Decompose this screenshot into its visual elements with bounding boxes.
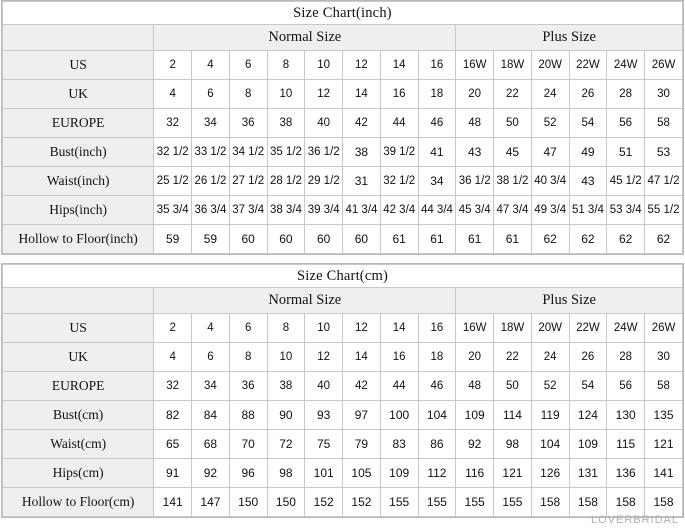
table-row [3, 167, 683, 196]
row-label-bust: Bust(inch) [3, 138, 154, 167]
row-label-waist: Waist(cm) [3, 430, 154, 459]
cell: 131 [569, 459, 607, 488]
cell: 155 [494, 488, 532, 517]
cell: 10 [305, 51, 343, 80]
cell: 104 [531, 430, 569, 459]
cell: 158 [607, 488, 645, 517]
cell: 53 [645, 138, 683, 167]
cell: 50 [494, 109, 532, 138]
cell: 79 [343, 430, 381, 459]
cell: 68 [192, 430, 230, 459]
cell: 152 [343, 488, 381, 517]
title-row [3, 2, 683, 25]
cell: 29 1/2 [305, 167, 343, 196]
cell: 47 [531, 138, 569, 167]
cell: 62 [531, 225, 569, 254]
cell: 72 [267, 430, 305, 459]
cell: 24 [531, 80, 569, 109]
group-header-normal: Normal Size [154, 25, 456, 51]
group-header-row [3, 25, 683, 51]
cell: 30 [645, 80, 683, 109]
cell: 109 [569, 430, 607, 459]
cell: 2 [154, 51, 192, 80]
cell: 36 3/4 [192, 196, 230, 225]
size-chart-cm-body [3, 265, 683, 517]
title-row [3, 265, 683, 288]
cell: 88 [229, 401, 267, 430]
cell: 147 [192, 488, 230, 517]
cell: 58 [645, 109, 683, 138]
cell: 4 [154, 343, 192, 372]
cell: 18W [494, 51, 532, 80]
group-header-plus: Plus Size [456, 25, 683, 51]
cell: 22 [494, 80, 532, 109]
cell: 6 [229, 314, 267, 343]
cell: 70 [229, 430, 267, 459]
chart-title: Size Chart(inch) [3, 2, 683, 25]
cell: 61 [380, 225, 418, 254]
cell: 155 [418, 488, 456, 517]
cell: 100 [380, 401, 418, 430]
cell: 34 1/2 [229, 138, 267, 167]
cell: 44 [380, 109, 418, 138]
row-label-hollow-to-floor: Hollow to Floor(cm) [3, 488, 154, 517]
corner-cell [3, 25, 154, 51]
cell: 141 [645, 459, 683, 488]
cell: 158 [569, 488, 607, 517]
cell: 43 [569, 167, 607, 196]
cell: 22W [569, 51, 607, 80]
cell: 121 [494, 459, 532, 488]
cell: 8 [267, 314, 305, 343]
cell: 14 [343, 343, 381, 372]
cell: 10 [267, 343, 305, 372]
cell: 65 [154, 430, 192, 459]
cell: 51 [607, 138, 645, 167]
chart-separator [0, 255, 685, 263]
cell: 84 [192, 401, 230, 430]
cell: 61 [418, 225, 456, 254]
row-label-hollow-to-floor: Hollow to Floor(inch) [3, 225, 154, 254]
row-label-europe: EUROPE [3, 109, 154, 138]
cell: 8 [229, 80, 267, 109]
cell: 51 3/4 [569, 196, 607, 225]
table-row [3, 430, 683, 459]
cell: 48 [456, 372, 494, 401]
cell: 135 [645, 401, 683, 430]
cell: 52 [531, 372, 569, 401]
cell: 34 [418, 167, 456, 196]
cell: 34 [192, 109, 230, 138]
row-label-uk: UK [3, 343, 154, 372]
cell: 18 [418, 343, 456, 372]
cell: 158 [531, 488, 569, 517]
cell: 32 1/2 [154, 138, 192, 167]
cell: 16W [456, 314, 494, 343]
cell: 16 [418, 51, 456, 80]
row-label-hips: Hips(cm) [3, 459, 154, 488]
cell: 42 3/4 [380, 196, 418, 225]
row-label-europe: EUROPE [3, 372, 154, 401]
cell: 6 [229, 51, 267, 80]
row-label-waist: Waist(inch) [3, 167, 154, 196]
cell: 86 [418, 430, 456, 459]
cell: 98 [267, 459, 305, 488]
cell: 49 3/4 [531, 196, 569, 225]
cell: 4 [192, 314, 230, 343]
cell: 150 [229, 488, 267, 517]
cell: 59 [192, 225, 230, 254]
watermark-logo: LOVERBRIDAL [590, 514, 679, 526]
cell: 62 [645, 225, 683, 254]
cell: 53 3/4 [607, 196, 645, 225]
cell: 24 [531, 343, 569, 372]
cell: 12 [305, 343, 343, 372]
cell: 121 [645, 430, 683, 459]
cell: 40 3/4 [531, 167, 569, 196]
cell: 119 [531, 401, 569, 430]
cell: 36 1/2 [456, 167, 494, 196]
cell: 26 [569, 80, 607, 109]
cell: 16 [380, 343, 418, 372]
cell: 20W [531, 51, 569, 80]
cell: 25 1/2 [154, 167, 192, 196]
cell: 38 [343, 138, 381, 167]
cell: 36 [229, 109, 267, 138]
size-chart-inch-body [3, 2, 683, 254]
cell: 96 [229, 459, 267, 488]
cell: 101 [305, 459, 343, 488]
cell: 45 1/2 [607, 167, 645, 196]
size-chart-cm-table [2, 264, 683, 517]
cell: 24W [607, 51, 645, 80]
cell: 28 [607, 80, 645, 109]
cell: 39 1/2 [380, 138, 418, 167]
cell: 6 [192, 80, 230, 109]
group-header-normal: Normal Size [154, 288, 456, 314]
table-row [3, 488, 683, 517]
cell: 18 [418, 80, 456, 109]
cell: 40 [305, 109, 343, 138]
cell: 43 [456, 138, 494, 167]
cell: 16W [456, 51, 494, 80]
cell: 47 1/2 [645, 167, 683, 196]
cell: 30 [645, 343, 683, 372]
size-chart-inch [1, 0, 684, 255]
cell: 42 [343, 372, 381, 401]
cell: 8 [267, 51, 305, 80]
cell: 150 [267, 488, 305, 517]
cell: 61 [456, 225, 494, 254]
cell: 41 [418, 138, 456, 167]
cell: 12 [343, 51, 381, 80]
cell: 92 [192, 459, 230, 488]
cell: 35 3/4 [154, 196, 192, 225]
cell: 82 [154, 401, 192, 430]
cell: 92 [456, 430, 494, 459]
cell: 109 [380, 459, 418, 488]
cell: 38 3/4 [267, 196, 305, 225]
cell: 45 [494, 138, 532, 167]
cell: 97 [343, 401, 381, 430]
cell: 16 [380, 80, 418, 109]
cell: 14 [343, 80, 381, 109]
table-row [3, 138, 683, 167]
cell: 36 [229, 372, 267, 401]
cell: 56 [607, 372, 645, 401]
cell: 16 [418, 314, 456, 343]
cell: 46 [418, 372, 456, 401]
cell: 155 [380, 488, 418, 517]
table-row [3, 80, 683, 109]
cell: 14 [380, 314, 418, 343]
cell: 47 3/4 [494, 196, 532, 225]
cell: 46 [418, 109, 456, 138]
cell: 55 1/2 [645, 196, 683, 225]
cell: 8 [229, 343, 267, 372]
cell: 50 [494, 372, 532, 401]
cell: 90 [267, 401, 305, 430]
cell: 20 [456, 80, 494, 109]
row-label-uk: UK [3, 80, 154, 109]
cell: 60 [229, 225, 267, 254]
table-row [3, 109, 683, 138]
group-header-row [3, 288, 683, 314]
cell: 104 [418, 401, 456, 430]
cell: 32 [154, 109, 192, 138]
cell: 37 3/4 [229, 196, 267, 225]
cell: 38 [267, 372, 305, 401]
cell: 34 [192, 372, 230, 401]
cell: 44 [380, 372, 418, 401]
cell: 130 [607, 401, 645, 430]
cell: 27 1/2 [229, 167, 267, 196]
table-row [3, 51, 683, 80]
cell: 36 1/2 [305, 138, 343, 167]
cell: 44 3/4 [418, 196, 456, 225]
row-label-us: US [3, 314, 154, 343]
cell: 4 [192, 51, 230, 80]
cell: 45 3/4 [456, 196, 494, 225]
cell: 155 [456, 488, 494, 517]
cell: 158 [645, 488, 683, 517]
cell: 136 [607, 459, 645, 488]
cell: 24W [607, 314, 645, 343]
corner-cell [3, 288, 154, 314]
cell: 10 [305, 314, 343, 343]
table-row [3, 314, 683, 343]
cell: 54 [569, 109, 607, 138]
cell: 28 1/2 [267, 167, 305, 196]
cell: 48 [456, 109, 494, 138]
cell: 98 [494, 430, 532, 459]
cell: 60 [267, 225, 305, 254]
cell: 41 3/4 [343, 196, 381, 225]
cell: 26 [569, 343, 607, 372]
cell: 32 1/2 [380, 167, 418, 196]
size-chart-inch-table [2, 1, 683, 254]
cell: 112 [418, 459, 456, 488]
cell: 31 [343, 167, 381, 196]
row-label-us: US [3, 51, 154, 80]
table-row [3, 459, 683, 488]
cell: 32 [154, 372, 192, 401]
table-row [3, 372, 683, 401]
cell: 105 [343, 459, 381, 488]
cell: 22 [494, 343, 532, 372]
cell: 91 [154, 459, 192, 488]
cell: 115 [607, 430, 645, 459]
cell: 93 [305, 401, 343, 430]
cell: 116 [456, 459, 494, 488]
cell: 20 [456, 343, 494, 372]
cell: 38 [267, 109, 305, 138]
cell: 28 [607, 343, 645, 372]
cell: 59 [154, 225, 192, 254]
cell: 62 [569, 225, 607, 254]
cell: 61 [494, 225, 532, 254]
chart-title: Size Chart(cm) [3, 265, 683, 288]
table-row [3, 225, 683, 254]
cell: 12 [305, 80, 343, 109]
cell: 2 [154, 314, 192, 343]
cell: 26W [645, 51, 683, 80]
cell: 42 [343, 109, 381, 138]
cell: 56 [607, 109, 645, 138]
cell: 39 3/4 [305, 196, 343, 225]
table-row [3, 343, 683, 372]
cell: 60 [343, 225, 381, 254]
cell: 35 1/2 [267, 138, 305, 167]
cell: 114 [494, 401, 532, 430]
cell: 14 [380, 51, 418, 80]
cell: 26W [645, 314, 683, 343]
cell: 12 [343, 314, 381, 343]
row-label-hips: Hips(inch) [3, 196, 154, 225]
cell: 10 [267, 80, 305, 109]
cell: 58 [645, 372, 683, 401]
cell: 62 [607, 225, 645, 254]
cell: 6 [192, 343, 230, 372]
cell: 38 1/2 [494, 167, 532, 196]
cell: 124 [569, 401, 607, 430]
cell: 126 [531, 459, 569, 488]
cell: 4 [154, 80, 192, 109]
cell: 52 [531, 109, 569, 138]
cell: 152 [305, 488, 343, 517]
table-row [3, 401, 683, 430]
size-chart-cm [1, 263, 684, 518]
group-header-plus: Plus Size [456, 288, 683, 314]
cell: 83 [380, 430, 418, 459]
cell: 20W [531, 314, 569, 343]
cell: 22W [569, 314, 607, 343]
cell: 60 [305, 225, 343, 254]
row-label-bust: Bust(cm) [3, 401, 154, 430]
cell: 141 [154, 488, 192, 517]
cell: 75 [305, 430, 343, 459]
cell: 33 1/2 [192, 138, 230, 167]
table-row [3, 196, 683, 225]
cell: 40 [305, 372, 343, 401]
cell: 54 [569, 372, 607, 401]
cell: 49 [569, 138, 607, 167]
cell: 26 1/2 [192, 167, 230, 196]
cell: 18W [494, 314, 532, 343]
cell: 109 [456, 401, 494, 430]
